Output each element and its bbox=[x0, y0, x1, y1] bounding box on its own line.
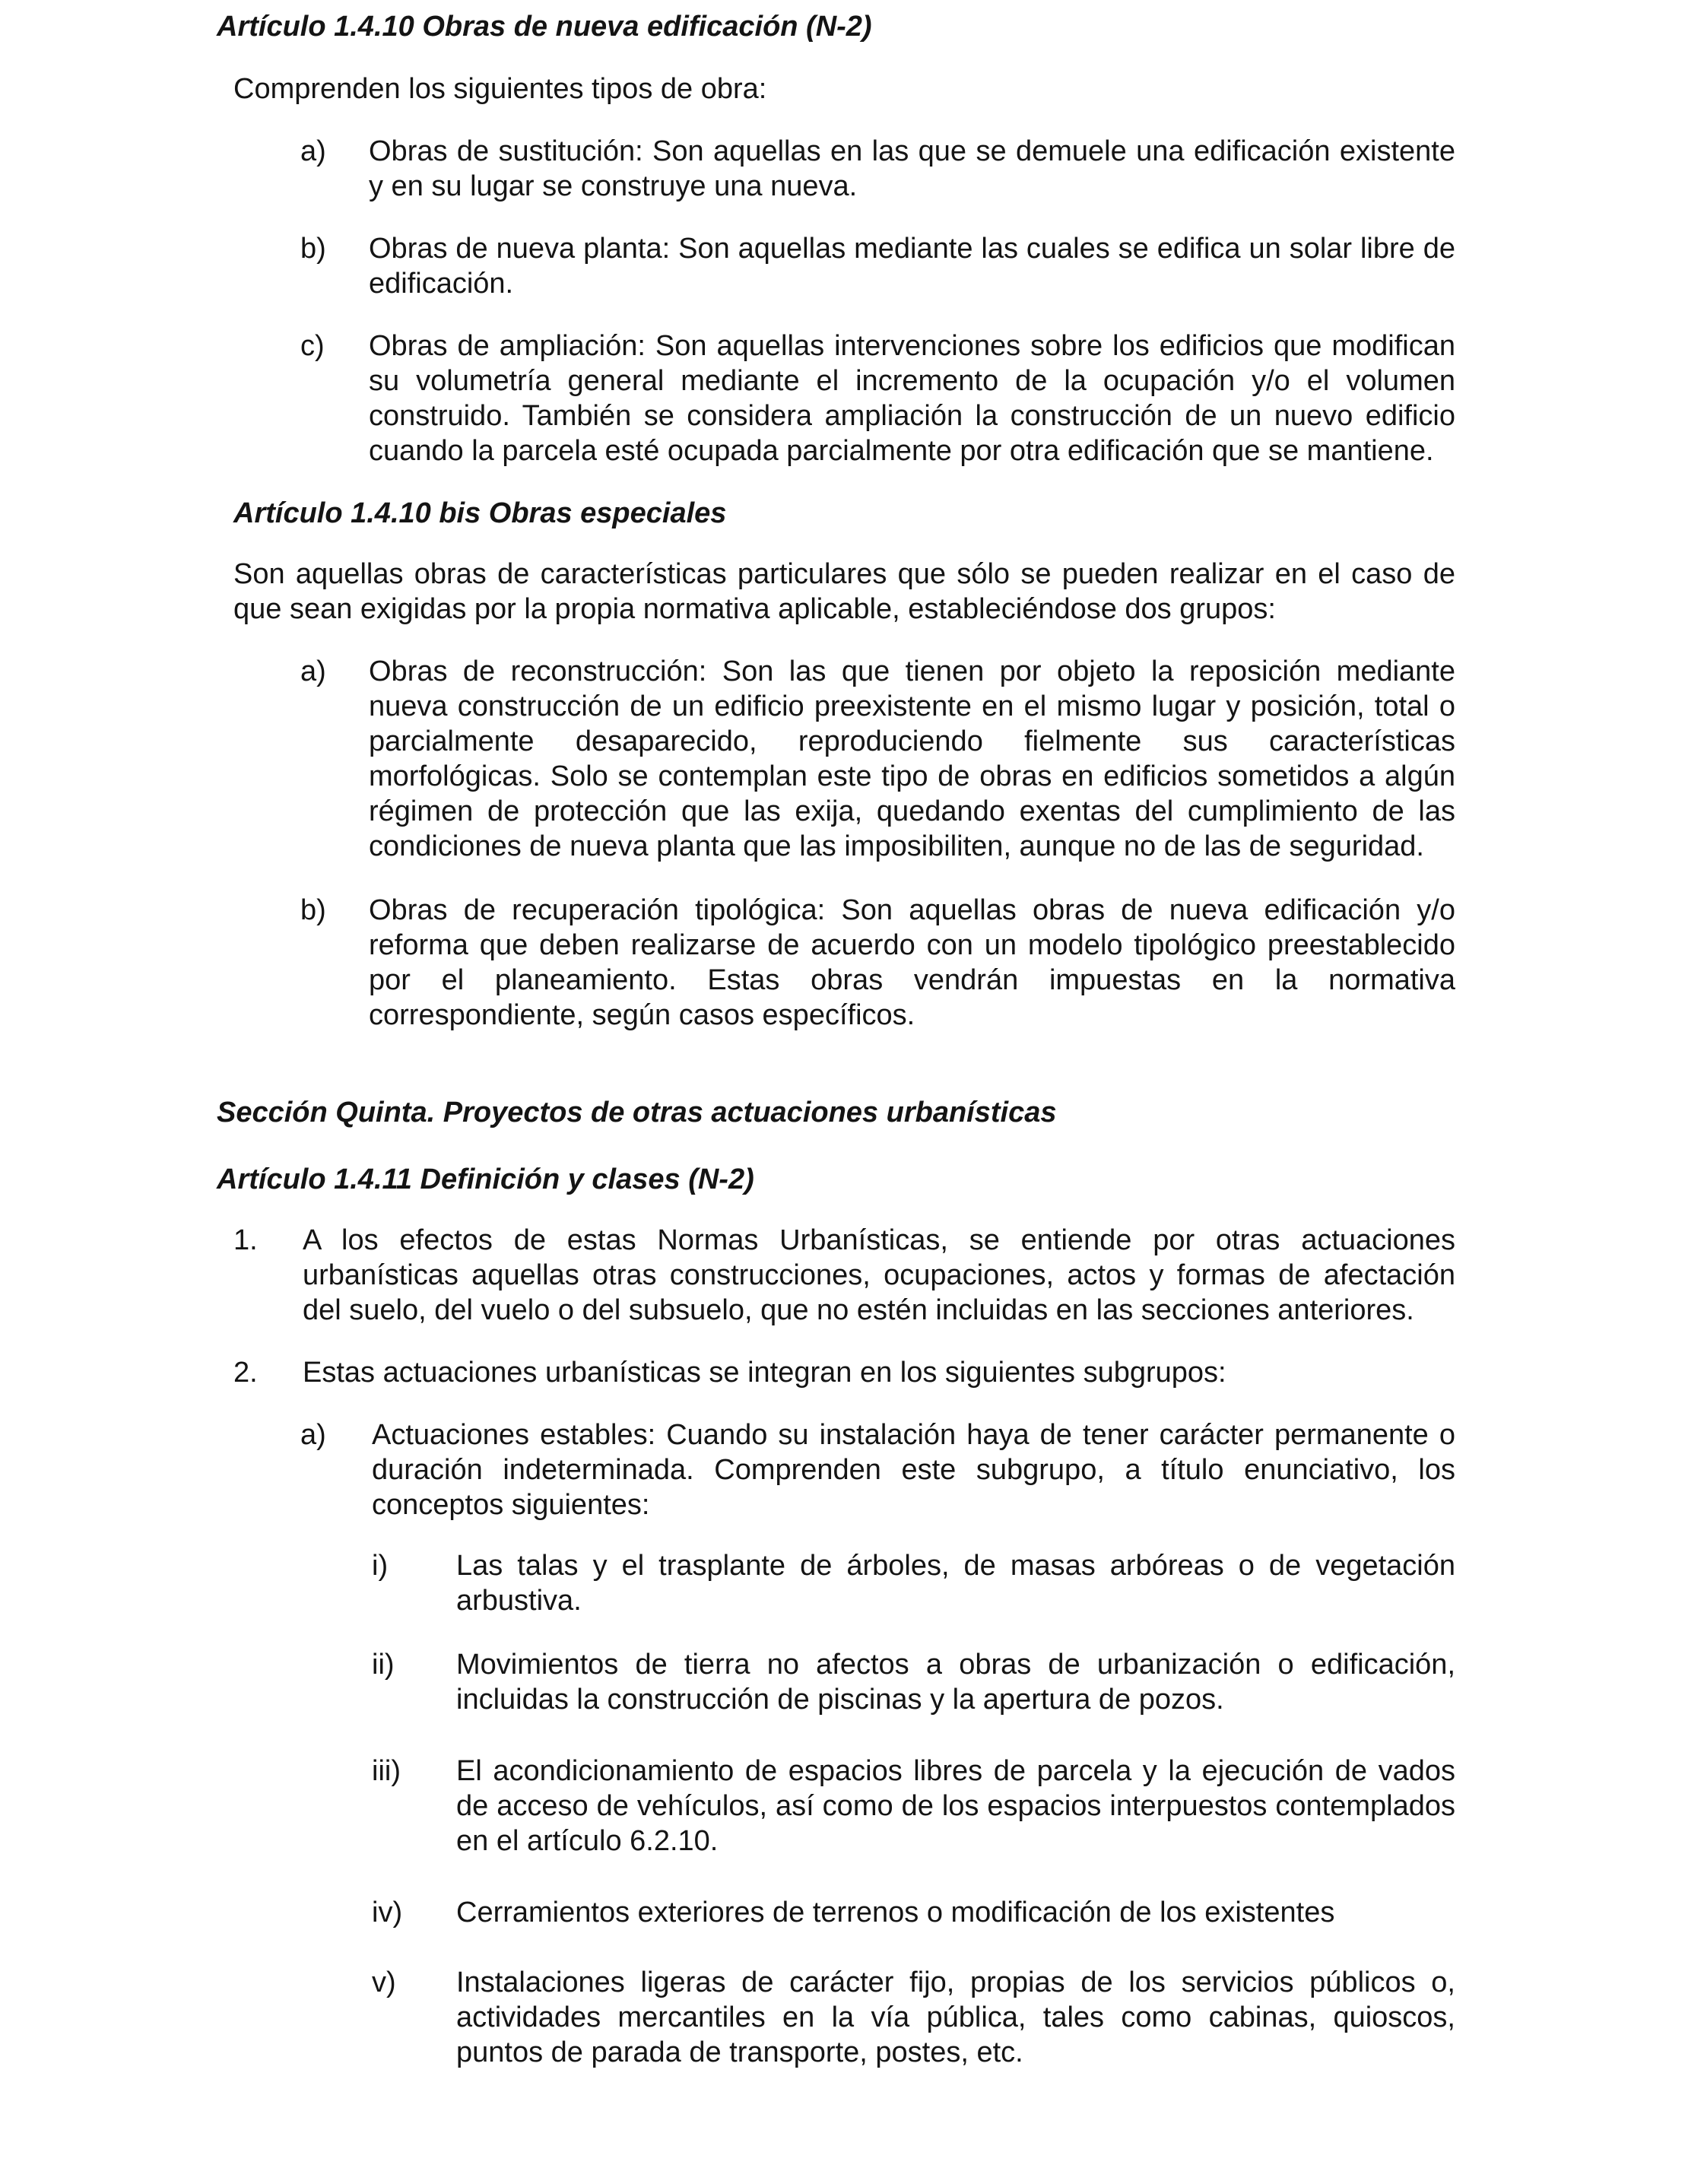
section-5-heading: Sección Quinta. Proyectos de otras actuaciones urbanísticas bbox=[217, 1097, 1057, 1129]
list-marker: iv) bbox=[372, 1897, 403, 1928]
list-item-text: Las talas y el trasplante de árboles, de masas arbóreas o de vegetación arbustiva. bbox=[456, 1550, 1455, 1617]
article-1-4-10-intro: Comprenden los siguientes tipos de obra: bbox=[233, 73, 767, 105]
list-item-text: El acondicionamiento de espacios libres de parcela y la ejecución de vados de acceso de vehículos, así como de los espacios interpuestos contemplados en el artículo 6.2.10. bbox=[456, 1755, 1455, 1857]
list-marker: i) bbox=[372, 1550, 389, 1582]
list-item-text: Cerramientos exteriores de terrenos o modificación de los existentes bbox=[456, 1897, 1335, 1928]
list-item-text: Obras de reconstrucción: Son las que tienen por objeto la reposición mediante nueva construcción de un edificio preexistente en el mismo lugar y posición, total o parcialmente desaparecido, reproduciendo fielmente sus características morfológicas. Solo se contemplan este tipo de obras en edificios sometidos a algún régimen de protección que las exija, quedando exentas del cumplimiento de las condiciones de nueva planta que las imposibiliten, aunque no de las de seguridad. bbox=[369, 656, 1455, 862]
list-marker: b) bbox=[300, 233, 326, 265]
list-marker: 2. bbox=[233, 1357, 258, 1389]
list-marker: ii) bbox=[372, 1649, 395, 1681]
list-item-text: Movimientos de tierra no afectos a obras de urbanización o edificación, incluidas la construcción de piscinas y la apertura de pozos. bbox=[456, 1649, 1455, 1716]
list-marker: a) bbox=[300, 656, 326, 687]
article-1-4-10-heading: Artículo 1.4.10 Obras de nueva edificación (N-2) bbox=[217, 11, 872, 43]
list-item-text: Obras de nueva planta: Son aquellas mediante las cuales se edifica un solar libre de edificación. bbox=[369, 233, 1455, 300]
list-item-text: Obras de recuperación tipológica: Son aquellas obras de nueva edificación y/o reforma que deben realizarse de acuerdo con un modelo tipológico preestablecido por el planeamiento. Estas obras vendrán impuestas en la normativa correspondiente, según casos específicos. bbox=[369, 894, 1455, 1031]
list-item-text: Obras de ampliación: Son aquellas intervenciones sobre los edificios que modifican su volumetría general mediante el incremento de la ocupación y/o el volumen construido. También se considera ampliación la construcción de un nuevo edificio cuando la parcela esté ocupada parcialmente por otra edificación que se mantiene. bbox=[369, 330, 1455, 467]
list-item-text: A los efectos de estas Normas Urbanísticas, se entiende por otras actuaciones urbanísticas aquellas otras construcciones, ocupaciones, actos y formas de afectación del suelo, del vuelo o del subsuelo, que no estén incluidas en las secciones anteriores. bbox=[303, 1224, 1455, 1326]
list-marker: a) bbox=[300, 1419, 326, 1451]
article-1-4-11-heading: Artículo 1.4.11 Definición y clases (N-2) bbox=[217, 1163, 754, 1195]
list-marker: 1. bbox=[233, 1224, 258, 1256]
list-marker: v) bbox=[372, 1967, 396, 1998]
list-item-text: Obras de sustitución: Son aquellas en las que se demuele una edificación existente y en su lugar se construye una nueva. bbox=[369, 135, 1455, 202]
list-item-text: Estas actuaciones urbanísticas se integran en los siguientes subgrupos: bbox=[303, 1357, 1226, 1389]
list-item-text: Instalaciones ligeras de carácter fijo, propias de los servicios públicos o, actividades mercantiles en la vía pública, tales como cabinas, quioscos, puntos de parada de transporte, postes, etc. bbox=[456, 1967, 1455, 2068]
list-item-text: Actuaciones estables: Cuando su instalación haya de tener carácter permanente o duración indeterminada. Comprenden este subgrupo, a título enunciativo, los conceptos siguientes: bbox=[372, 1419, 1455, 1521]
list-marker: b) bbox=[300, 894, 326, 926]
list-marker: iii) bbox=[372, 1755, 401, 1787]
list-marker: a) bbox=[300, 135, 326, 167]
article-1-4-10-bis-intro: Son aquellas obras de características particulares que sólo se pueden realizar en el caso de que sean exigidas por la propia normativa aplicable, estableciéndose dos grupos: bbox=[233, 558, 1455, 625]
list-marker: c) bbox=[300, 330, 325, 362]
article-1-4-10-bis-heading: Artículo 1.4.10 bis Obras especiales bbox=[233, 497, 727, 529]
